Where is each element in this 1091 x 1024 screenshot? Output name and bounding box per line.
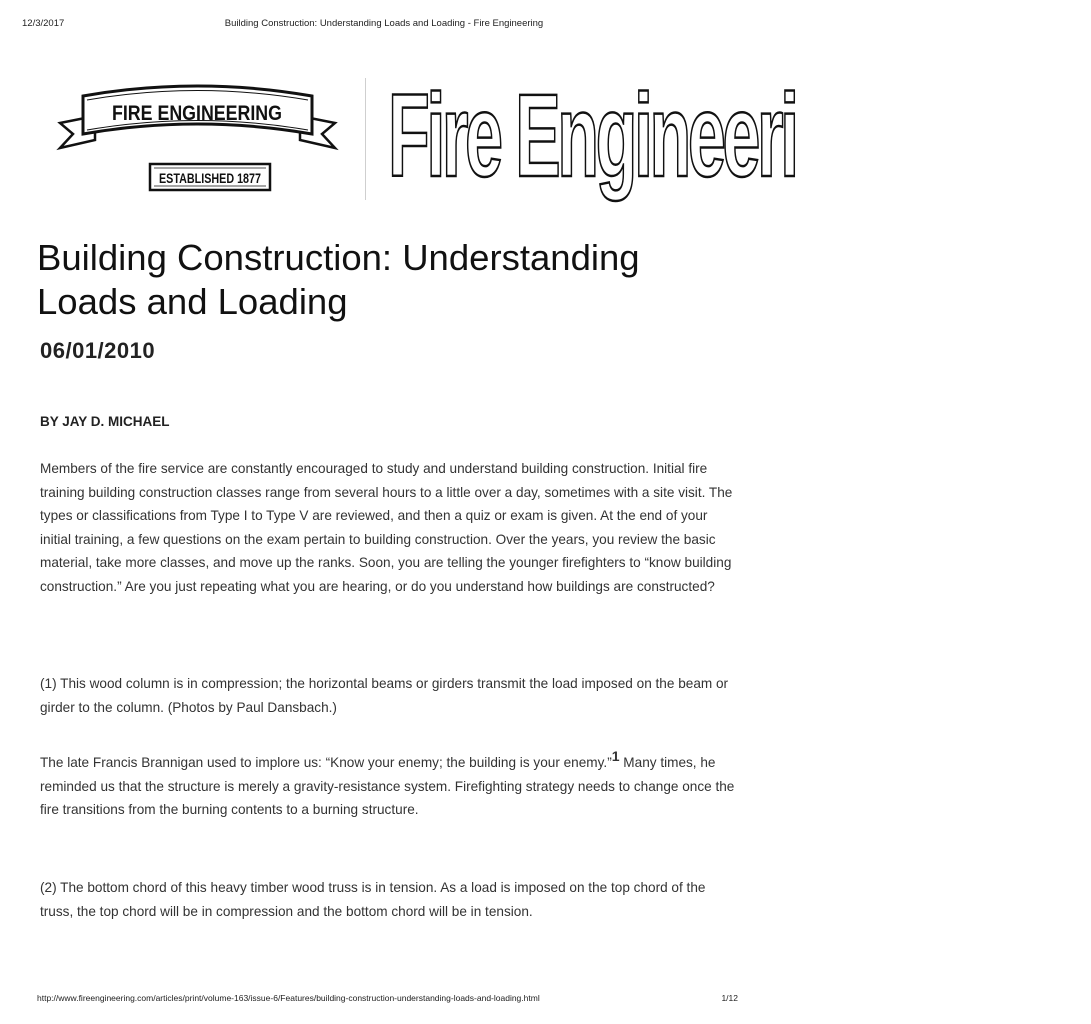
quote-continuation: Many times, he reminded us that the structure is merely a gravity-resistance system. Firefighting strategy needs to change once the fire transitions from the burning contents to a burning structure. xyxy=(40,755,735,817)
print-date: 12/3/2017 xyxy=(22,18,65,29)
photo-caption-1: (1) This wood column is in compression; the horizontal beams or girders transmit the load imposed on the beam or girder to the column. (Photos by Paul Dansbach.) xyxy=(40,676,729,715)
page-number: 1/12 xyxy=(721,993,738,1003)
fire-engineering-banner-logo xyxy=(55,78,340,196)
article-paragraph-quote xyxy=(40,748,740,822)
print-source-url[interactable]: http://www.fireengineering.com/articles/print/volume-163/issue-6/Features/building-construction-understanding-loads-and-loading.html xyxy=(37,993,540,1003)
article-paragraph: Members of the fire service are constantly encouraged to study and understand building construction. Initial fire training building construction classes range from several hours to a little over a day, sometimes with a site visit. The types or classifications from Type I to Type V are reviewed, and then a quiz or exam is given. At the end of your initial training, a few questions on the exam pertain to building construction. Over the years, you review the basic material, take more classes, and move up the ranks. Soon, you are telling the younger firefighters to “know building construction.” Are you just repeating what you are hearing, or do you understand how buildings are constructed? xyxy=(40,461,733,594)
footnote-marker[interactable]: 1 xyxy=(611,748,620,764)
photo-caption-2: (2) The bottom chord of this heavy timber wood truss is in tension. As a load is imposed on the top chord of the truss, the top chord will be in compression and the bottom chord will be in tension. xyxy=(40,880,706,919)
established-text: ESTABLISHED 1877 xyxy=(159,170,262,186)
article-title: Building Construction: Understanding Loads and Loading xyxy=(37,237,640,322)
quote-text: The late Francis Brannigan used to implore us: “Know your enemy; the building is your enemy.” xyxy=(40,755,612,770)
article-date: 06/01/2010 xyxy=(40,338,156,363)
fire-engineering-wordmark xyxy=(388,70,796,202)
wordmark-text: Fire Engineeri xyxy=(388,70,796,202)
print-page-title: Building Construction: Understanding Loads and Loading - Fire Engineering xyxy=(224,18,544,29)
logo-divider xyxy=(365,78,366,200)
article-byline: BY JAY D. MICHAEL xyxy=(40,414,170,429)
banner-text: FIRE ENGINEERING xyxy=(112,102,282,125)
